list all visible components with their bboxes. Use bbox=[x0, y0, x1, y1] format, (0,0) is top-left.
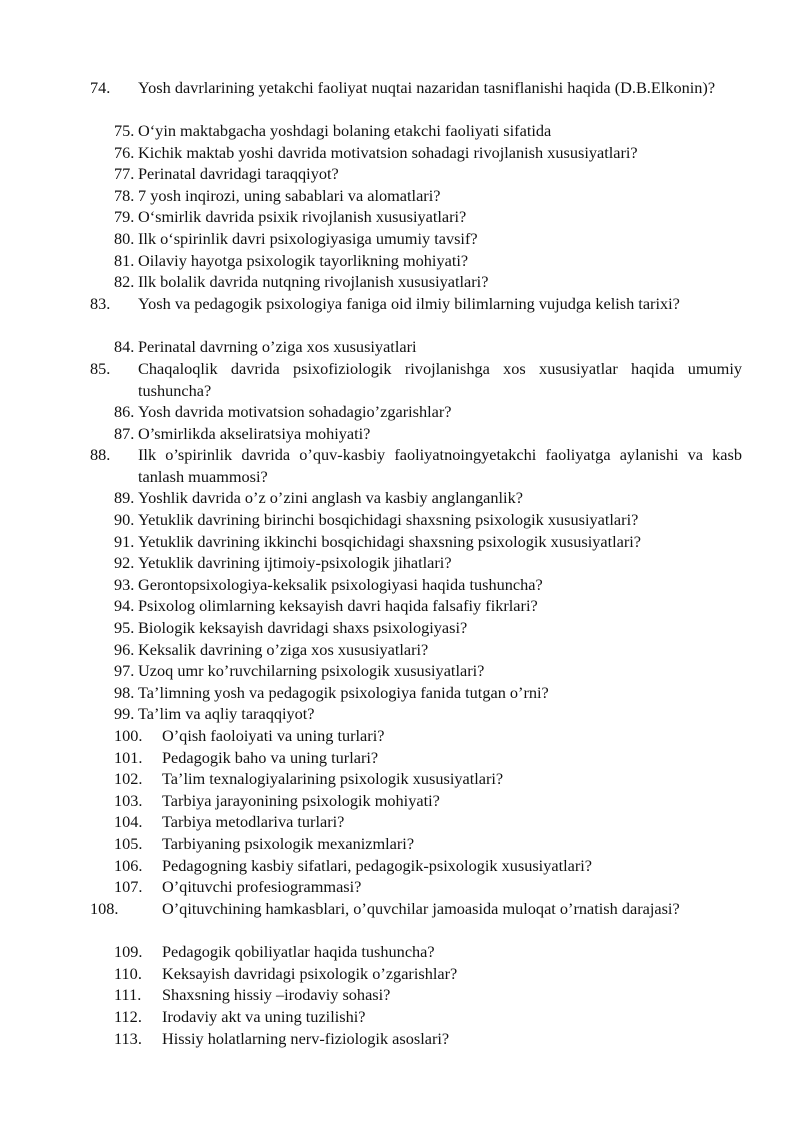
item-text: Uzoq umr ko’ruvchilarning psixologik xususiyatlari? bbox=[138, 661, 485, 680]
item-number: 86. bbox=[114, 402, 135, 421]
item-number: 88. bbox=[90, 445, 111, 464]
list-item bbox=[114, 1006, 742, 1028]
item-text: Pedagogik qobiliyatlar haqida tushuncha? bbox=[162, 942, 435, 961]
item-text: Perinatal davrning o’ziga xos xususiyatlari bbox=[138, 337, 417, 356]
list-item bbox=[114, 1028, 742, 1050]
item-number: 93. bbox=[114, 575, 135, 594]
item-number: 83. bbox=[90, 294, 111, 313]
item-number: 101. bbox=[114, 748, 143, 767]
item-text: Yetuklik davrining ijtimoiy-psixologik jihatlari? bbox=[138, 553, 452, 572]
item-number: 99. bbox=[114, 704, 135, 723]
item-number: 109. bbox=[114, 942, 143, 961]
item-text: Ta’lim va aqliy taraqqiyot? bbox=[138, 704, 315, 723]
item-number: 102. bbox=[114, 769, 143, 788]
list-item bbox=[114, 271, 742, 293]
item-number: 80. bbox=[114, 229, 135, 248]
item-number: 79. bbox=[114, 207, 135, 226]
list-item bbox=[114, 833, 742, 855]
item-number: 94. bbox=[114, 596, 135, 615]
item-text: Yetuklik davrining ikkinchi bosqichidagi shaxsning psixologik xususiyatlari? bbox=[138, 532, 642, 551]
item-number: 76. bbox=[114, 143, 135, 162]
item-text: O’qituvchi profesiogrammasi? bbox=[162, 877, 362, 896]
item-text: Psixolog olimlarning keksayish davri haqida falsafiy fikrlari? bbox=[138, 596, 538, 615]
item-number: 82. bbox=[114, 272, 135, 291]
item-text: O‘smirlik davrida psixik rivojlanish xususiyatlari? bbox=[138, 207, 467, 226]
item-text: Yosh va pedagogik psixologiya faniga oid ilmiy bilimlarning vujudga kelish tarixi? bbox=[138, 294, 680, 313]
item-text: Hissiy holatlarning nerv-fiziologik asoslari? bbox=[162, 1029, 450, 1048]
item-text: Yetuklik davrining birinchi bosqichidagi shaxsning psixologik xususiyatlari? bbox=[138, 510, 639, 529]
item-number: 87. bbox=[114, 424, 135, 443]
item-number: 95. bbox=[114, 618, 135, 637]
item-number: 75. bbox=[114, 121, 135, 140]
list-item bbox=[114, 595, 742, 617]
item-text: Keksalik davrining o’ziga xos xususiyatlari? bbox=[138, 640, 429, 659]
item-text: Kichik maktab yoshi davrida motivatsion sohadagi rivojlanish xususiyatlari? bbox=[138, 143, 638, 162]
list-item bbox=[114, 682, 742, 704]
item-number: 108. bbox=[90, 899, 119, 918]
list-item bbox=[114, 423, 742, 445]
list-item bbox=[114, 639, 742, 661]
item-text: 7 yosh inqirozi, uning sabablari va alomatlari? bbox=[138, 186, 441, 205]
item-text: Pedagogning kasbiy sifatlari, pedagogik-psixologik xususiyatlari? bbox=[162, 856, 593, 875]
item-number: 89. bbox=[114, 488, 135, 507]
item-text: Yosh davrida motivatsion sohadagio’zgarishlar? bbox=[138, 402, 452, 421]
list-item bbox=[90, 77, 742, 99]
item-text: Yoshlik davrida o’z o’zini anglash va kasbiy anglanganlik? bbox=[138, 488, 523, 507]
item-number: 97. bbox=[114, 661, 135, 680]
list-item bbox=[114, 941, 742, 963]
item-number: 107. bbox=[114, 877, 143, 896]
item-number: 81. bbox=[114, 251, 135, 270]
list-item bbox=[90, 358, 742, 401]
item-number: 98. bbox=[114, 683, 135, 702]
item-number: 85. bbox=[90, 359, 111, 378]
item-number: 105. bbox=[114, 834, 143, 853]
item-text: O’smirlikda akseliratsiya mohiyati? bbox=[138, 424, 371, 443]
list-item bbox=[114, 855, 742, 877]
item-text: Perinatal davridagi taraqqiyot? bbox=[138, 164, 339, 183]
item-text: Ilk o‘spirinlik davri psixologiyasiga umumiy tavsif? bbox=[138, 229, 478, 248]
item-text: Pedagogik baho va uning turlari? bbox=[162, 748, 379, 767]
list-item bbox=[114, 509, 742, 531]
item-text: O’qish faoloiyati va uning turlari? bbox=[162, 726, 385, 745]
item-text: O’qituvchining hamkasblari, o’quvchilar jamoasida muloqat o’rnatish darajasi? bbox=[162, 899, 680, 918]
item-text: Shaxsning hissiy –irodaviy sohasi? bbox=[162, 985, 391, 1004]
item-number: 96. bbox=[114, 640, 135, 659]
item-text: Irodaviy akt va uning tuzilishi? bbox=[162, 1007, 366, 1026]
item-number: 92. bbox=[114, 553, 135, 572]
list-item bbox=[114, 790, 742, 812]
item-number: 91. bbox=[114, 532, 135, 551]
item-number: 104. bbox=[114, 812, 143, 831]
list-item bbox=[114, 228, 742, 250]
item-number: 90. bbox=[114, 510, 135, 529]
list-item bbox=[90, 444, 742, 487]
list-item bbox=[90, 293, 742, 315]
list-item bbox=[114, 336, 742, 358]
item-text: Keksayish davridagi psixologik o’zgarishlar? bbox=[162, 964, 458, 983]
item-text: Biologik keksayish davridagi shaxs psixologiyasi? bbox=[138, 618, 468, 637]
list-item bbox=[114, 531, 742, 553]
list-item bbox=[114, 120, 742, 142]
item-text: Ta’lim texnalogiyalarining psixologik xususiyatlari? bbox=[162, 769, 504, 788]
item-number: 112. bbox=[114, 1007, 142, 1026]
list-item bbox=[114, 401, 742, 423]
item-number: 110. bbox=[114, 964, 142, 983]
item-text: Tarbiya jarayonining psixologik mohiyati? bbox=[162, 791, 440, 810]
list-item bbox=[114, 250, 742, 272]
item-text: Ta’limning yosh va pedagogik psixologiya fanida tutgan o’rni? bbox=[138, 683, 549, 702]
list-item bbox=[114, 617, 742, 639]
item-text: Oilaviy hayotga psixologik tayorlikning mohiyati? bbox=[138, 251, 469, 270]
list-item bbox=[114, 768, 742, 790]
list-item bbox=[114, 876, 742, 898]
item-number: 111. bbox=[114, 985, 142, 1004]
item-number: 106. bbox=[114, 856, 143, 875]
item-number: 77. bbox=[114, 164, 135, 183]
list-item bbox=[114, 660, 742, 682]
item-text: Yosh davrlarining yetakchi faoliyat nuqtai nazaridan tasniflanishi haqida (D.B.Elkonin)? bbox=[138, 78, 716, 97]
list-item bbox=[114, 984, 742, 1006]
item-text: Ilk o’spirinlik davrida o’quv-kasbiy faoliyatnoingyetakchi faoliyatga aylanishi va kasb tanlash muammosi? bbox=[138, 445, 742, 486]
item-text: Chaqaloqlik davrida psixofiziologik rivojlanishga xos xususiyatlar haqida umumiy tushuncha? bbox=[138, 359, 742, 400]
item-number: 74. bbox=[90, 78, 111, 97]
item-number: 84. bbox=[114, 337, 135, 356]
list-item bbox=[114, 163, 742, 185]
item-number: 78. bbox=[114, 186, 135, 205]
item-text: Tarbiya metodlariva turlari? bbox=[162, 812, 345, 831]
list-item bbox=[114, 487, 742, 509]
list-item bbox=[114, 725, 742, 747]
item-text: Tarbiyaning psixologik mexanizmlari? bbox=[162, 834, 415, 853]
item-number: 103. bbox=[114, 791, 143, 810]
item-text: Ilk bolalik davrida nutqning rivojlanish xususiyatlari? bbox=[138, 272, 489, 291]
list-item bbox=[114, 963, 742, 985]
list-item bbox=[114, 574, 742, 596]
list-item bbox=[114, 811, 742, 833]
list-item bbox=[114, 142, 742, 164]
list-item bbox=[114, 206, 742, 228]
item-text: Gerontopsixologiya-keksalik psixologiyasi haqida tushuncha? bbox=[138, 575, 543, 594]
list-item bbox=[90, 898, 742, 920]
list-item bbox=[114, 703, 742, 725]
item-text: O‘yin maktabgacha yoshdagi bolaning etakchi faoliyati sifatida bbox=[138, 121, 552, 140]
item-number: 100. bbox=[114, 726, 143, 745]
list-item bbox=[114, 747, 742, 769]
list-item bbox=[114, 552, 742, 574]
item-number: 113. bbox=[114, 1029, 142, 1048]
list-item bbox=[114, 185, 742, 207]
